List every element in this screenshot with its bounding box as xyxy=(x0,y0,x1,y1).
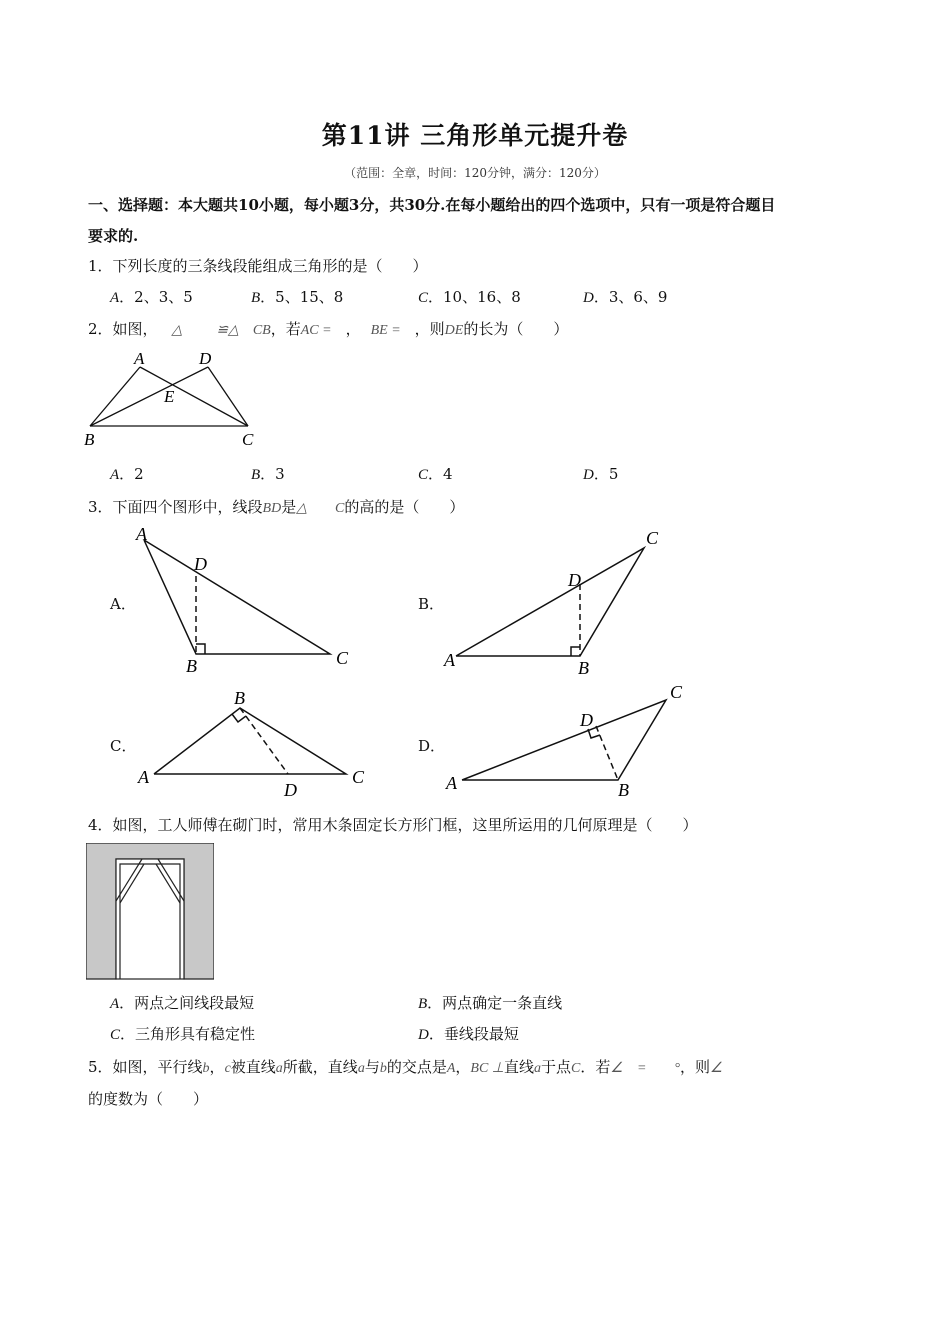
section-heading-cont: 要求的. xyxy=(88,227,139,245)
q4-option-d[interactable]: D．垂线段最短 xyxy=(418,1025,519,1043)
q5-stem-cont: 的度数为（ ） xyxy=(88,1090,209,1108)
label-a: A xyxy=(134,349,145,368)
q3-figure-a xyxy=(130,520,360,680)
svg-text:D: D xyxy=(284,780,297,800)
label-c: C xyxy=(242,430,254,449)
q3-figure-d xyxy=(440,680,700,800)
q3-option-d[interactable]: D． xyxy=(418,737,446,755)
q3-option-b[interactable]: B． xyxy=(418,595,445,613)
q4-stem: 4．如图，工人师傅在砌门时，常用木条固定长方形门框，这里所运用的几何原理是（ ） xyxy=(88,816,698,834)
svg-text:D: D xyxy=(568,570,581,590)
q2-figure xyxy=(80,344,270,450)
q2-option-d[interactable]: D．5 xyxy=(583,465,619,483)
svg-text:A: A xyxy=(138,767,149,787)
label-b: B xyxy=(84,430,95,449)
q3-stem: 3．下面四个图形中，线段BD是△ C的高的是（ ） xyxy=(88,498,465,516)
q1-stem: 1．下列长度的三条线段能组成三角形的是（ ） xyxy=(88,257,428,275)
svg-text:A: A xyxy=(444,650,455,670)
label-d: D xyxy=(199,349,212,368)
q4-option-b[interactable]: B．两点确定一条直线 xyxy=(418,994,563,1012)
svg-text:C: C xyxy=(336,648,349,668)
q4-option-c[interactable]: C．三角形具有稳定性 xyxy=(110,1025,256,1043)
q3-option-a[interactable]: A． xyxy=(110,595,136,613)
q2-option-c[interactable]: C．4 xyxy=(418,465,453,483)
page-subtitle: （范围：全章，时间：120分钟，满分：120分） xyxy=(344,166,606,180)
svg-text:B: B xyxy=(618,780,629,800)
q2-option-a[interactable]: A．2 xyxy=(110,465,144,483)
svg-text:A: A xyxy=(136,524,147,544)
svg-text:C: C xyxy=(670,682,683,702)
q3-option-c[interactable]: C． xyxy=(110,737,137,755)
q3-figure-b xyxy=(440,522,680,682)
section-heading: 一、选择题：本大题共10小题，每小题3分，共30分.在每小题给出的四个选项中，只有一项是符合题目 xyxy=(88,196,776,214)
q2-stem: 2．如图， △ ≌△ CB，若AC = ， BE = ，则DE的长为（ ） xyxy=(88,320,569,338)
svg-text:D: D xyxy=(580,710,593,730)
q1-option-d[interactable]: D．3、6、9 xyxy=(583,288,668,306)
svg-text:B: B xyxy=(578,658,589,678)
svg-text:D: D xyxy=(194,554,207,574)
q1-option-a[interactable]: A．2、3、5 xyxy=(110,288,193,306)
page-title: 第11讲 三角形单元提升卷 xyxy=(321,121,629,150)
q4-option-a[interactable]: A．两点之间线段最短 xyxy=(110,994,255,1012)
q1-option-c[interactable]: C．10、16、8 xyxy=(418,288,521,306)
svg-text:A: A xyxy=(446,773,457,793)
q2-option-b[interactable]: B．3 xyxy=(251,465,285,483)
svg-text:B: B xyxy=(234,688,245,708)
q4-door-figure xyxy=(86,843,214,981)
q3-figure-c xyxy=(130,684,370,804)
svg-text:C: C xyxy=(352,767,365,787)
q1-option-b[interactable]: B．5、15、8 xyxy=(251,288,344,306)
label-e: E xyxy=(164,387,175,406)
q5-stem: 5．如图，平行线b，c被直线a所截，直线a与b的交点是A，BC ⊥直线a于点C．若∠ = °，则∠ xyxy=(88,1058,723,1076)
svg-text:B: B xyxy=(186,656,197,676)
svg-text:C: C xyxy=(646,528,659,548)
